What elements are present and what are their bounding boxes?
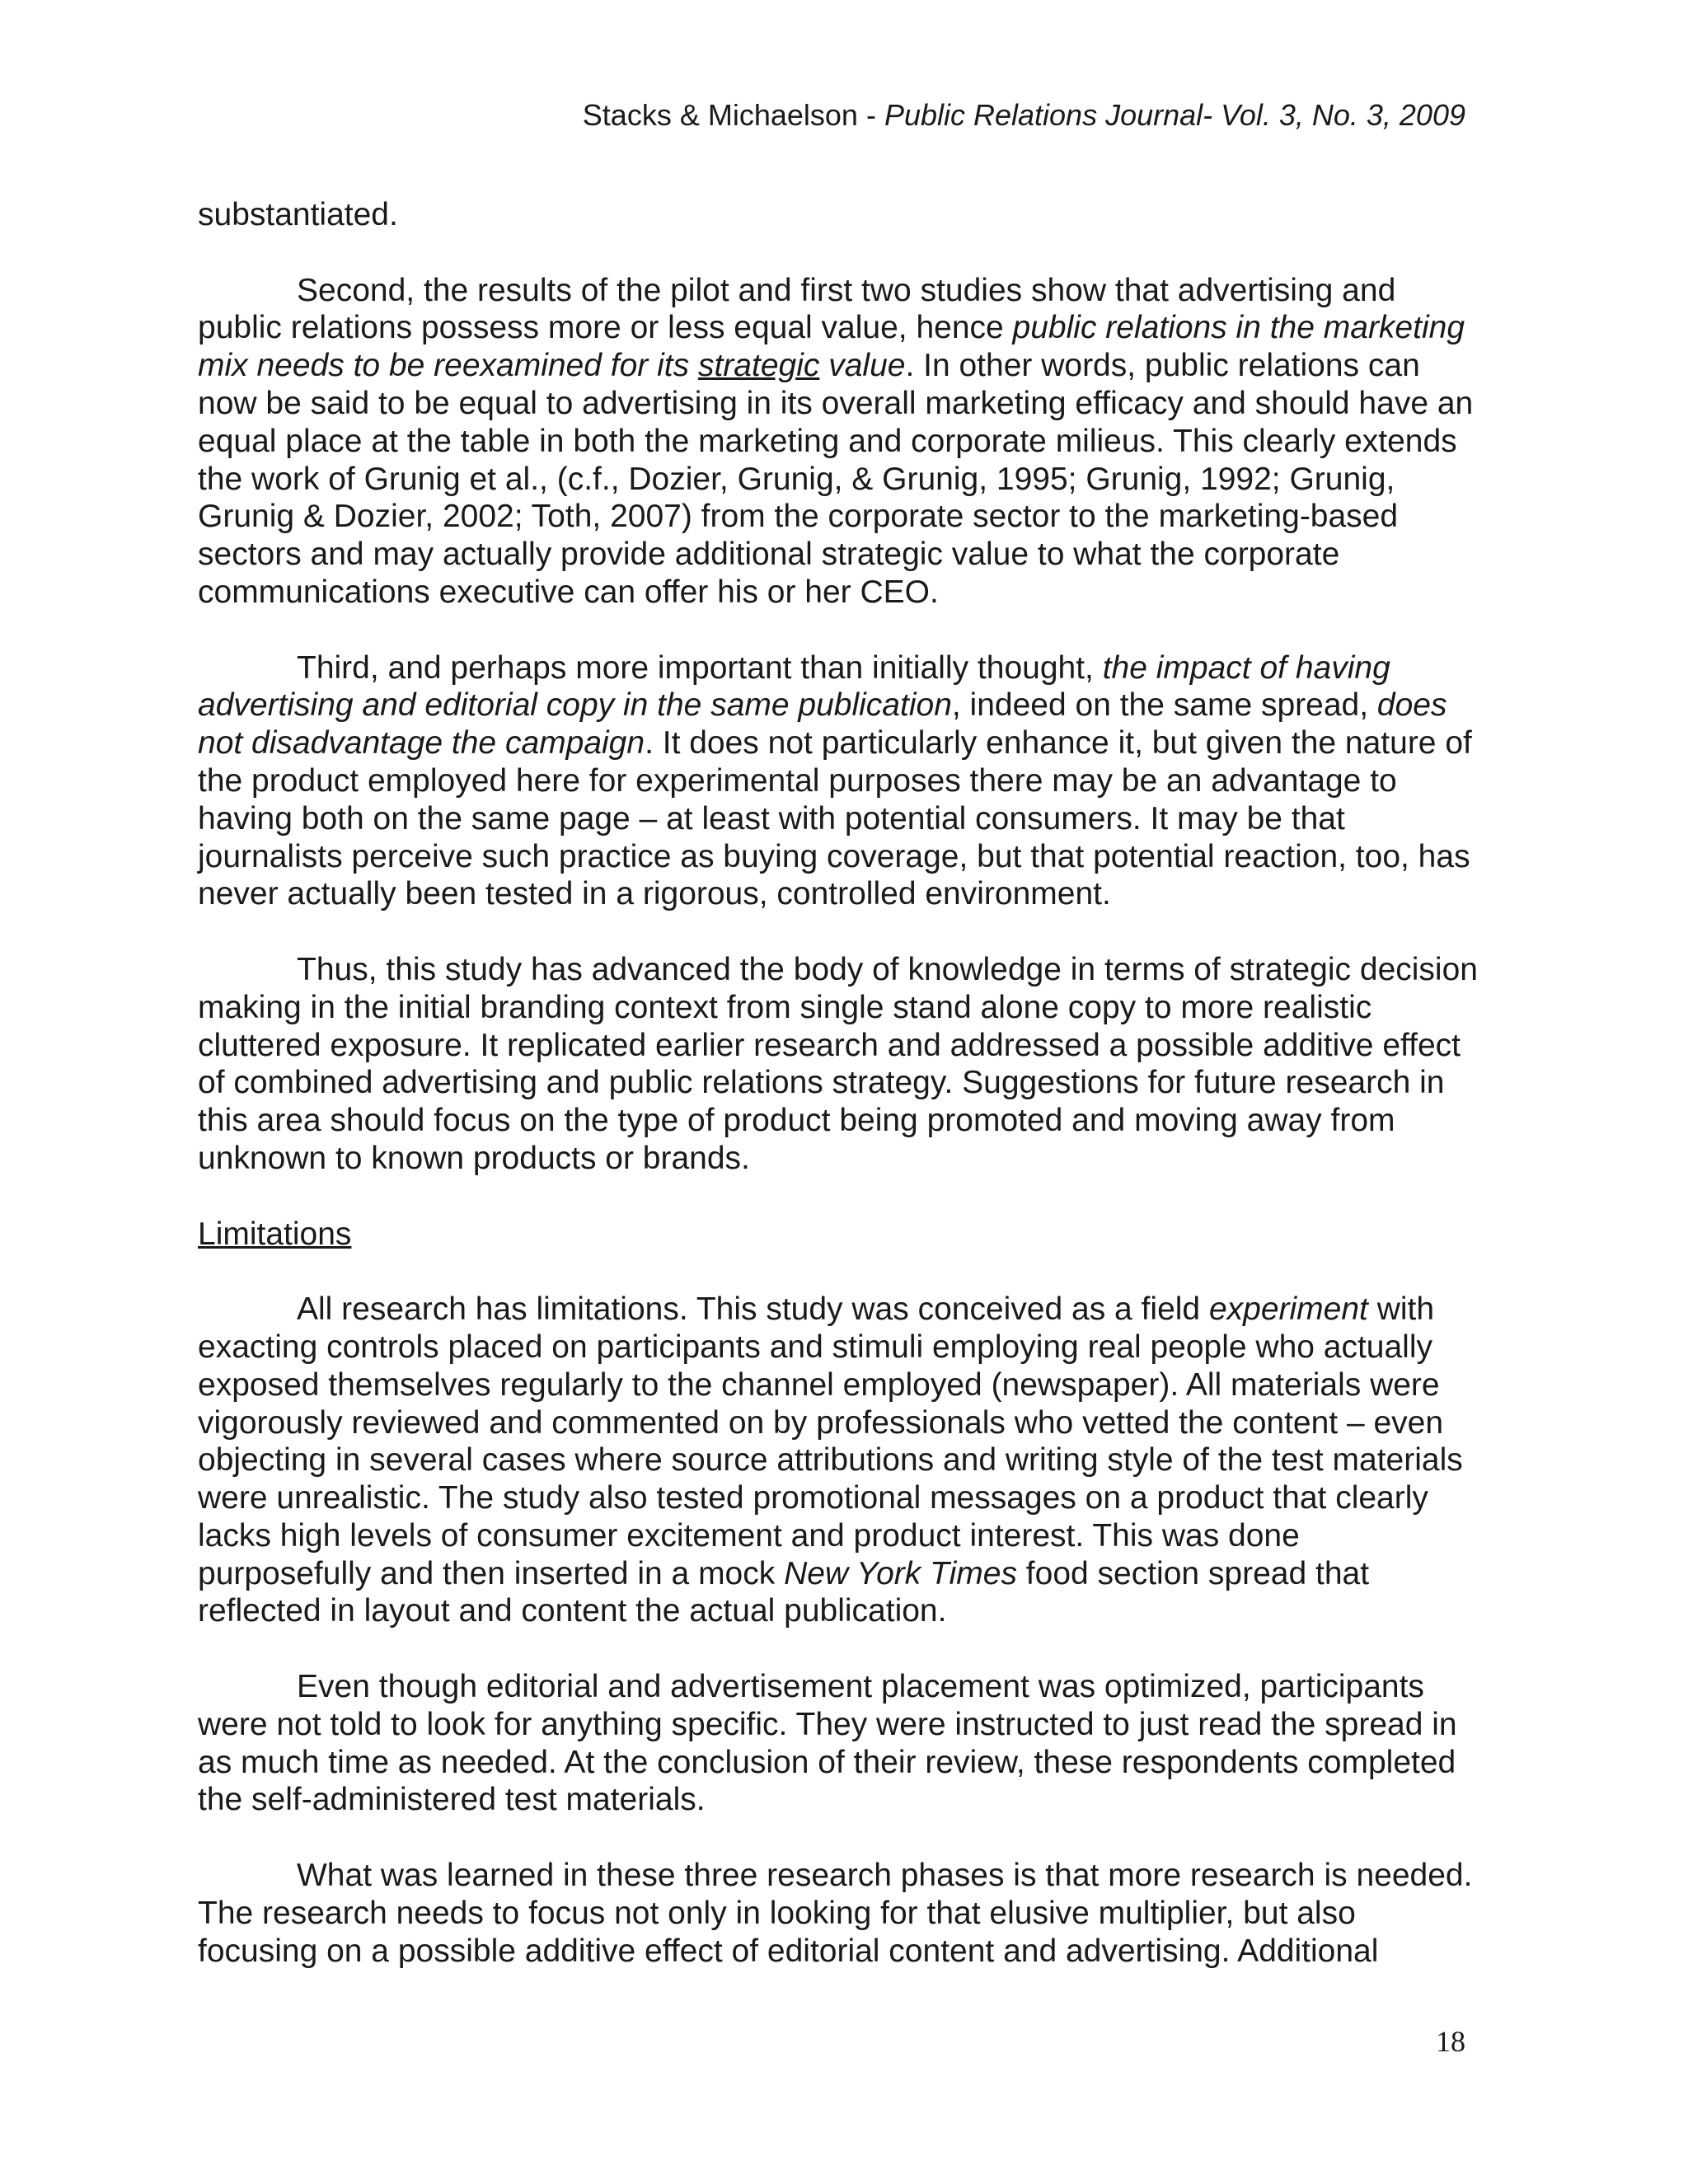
paragraph-placement: Even though editorial and advertisement placement was optimized, participants were not told to look for anything specific. They were instructed to just read the spread in as much time as needed. At the conclusion of their review, these respondents completed the self-administered test materials. — [198, 1669, 1457, 1818]
text-span: with exacting controls placed on participants and stimuli employing real people who actually exposed themselves regularly to the channel employed (newspaper). All materials were vigorously reviewed and commented on by professionals who vetted the content – even objecting in several cases where source attributions and writing style of the test materials were unrealistic. The study also tested promotional messages on a product that clearly lacks high levels of consumer excitement and product interest. This was done purposefully and then inserted in a mock — [198, 1291, 1463, 1591]
paragraph-limitations — [198, 1291, 1479, 1630]
paragraph-third-finding — [198, 649, 1479, 914]
section-heading-limitations: Limitations — [198, 1216, 352, 1252]
emphasis-text: does not disadvantage the campaign — [198, 687, 1447, 762]
body-text — [198, 196, 1479, 1970]
emphasis-text: experiment — [1208, 1291, 1368, 1328]
text-span: food section spread that reflected in layout and content the actual publication. — [198, 1555, 1370, 1629]
header-authors: Stacks & Michaelson - — [582, 98, 884, 132]
header-journal-title: Public Relations Journal- Vol. 3, No. 3, 2009 — [884, 98, 1465, 132]
text-span: Third, and perhaps more important than initially thought, — [297, 649, 1103, 686]
running-header — [583, 97, 1465, 134]
page-number: 18 — [1436, 2025, 1465, 2058]
paragraph-summary: Thus, this study has advanced the body of knowledge in terms of strategic decision making in the initial branding context from single stand alone copy to more realistic cluttered exposure. It replicated earlier research and addressed a possible additive effect of combined advertising and public relations strategy. Suggestions for future research in this area should focus on the type of product being promoted and moving away from unknown to known products or brands. — [198, 951, 1478, 1176]
paragraph-future-research: What was learned in these three research phases is that more research is needed. The research needs to focus not only in looking for that elusive multiplier, but also focusing on a possible additive effect of editorial content and advertising. Additional — [198, 1858, 1473, 1969]
emphasis-text: New York Times — [784, 1555, 1017, 1591]
text-span: , indeed on the same spread, — [951, 687, 1377, 724]
text-span: All research has limitations. This study was conceived as a field — [297, 1291, 1209, 1328]
text-span: . In other words, public relations can now be said to be equal to advertising in its overall marketing efficacy and should have an equal place at the table in both the marketing and corporate milieus. This clearly extends the work of Grunig et al., (c.f., Dozier, Grunig, & Grunig, 1995; Grunig, 1992; Grunig, Grunig & Dozier, 2002; Toth, 2007) from the corporate sector to the marketing-based sectors and may actually provide additional strategic value to what the corporate communications executive can offer his or her CEO. — [198, 348, 1474, 610]
text-span: Second, the results of the pilot and first two studies show that advertising and public relations possess more or less equal value, hence — [198, 272, 1396, 346]
underlined-text: strategic — [697, 348, 820, 384]
emphasis-text — [698, 348, 819, 383]
paragraph-continuation: substantiated. — [198, 197, 398, 232]
emphasis-text: value — [819, 348, 906, 384]
paragraph-second-finding — [198, 272, 1479, 612]
emphasis-text: the impact of having advertising and editorial copy in the same publication — [198, 649, 1390, 724]
emphasis-text: public relations in the marketing mix needs to be reexamined for its — [198, 310, 1465, 384]
text-span: . It does not particularly enhance it, but given the nature of the product employed here for experimental purposes there may be an advantage to having both on the same page – at least with potential consumers. It may be that journalists perceive such practice as buying coverage, but that potential reaction, too, has never actually been tested in a rigorous, controlled environment. — [198, 725, 1472, 912]
